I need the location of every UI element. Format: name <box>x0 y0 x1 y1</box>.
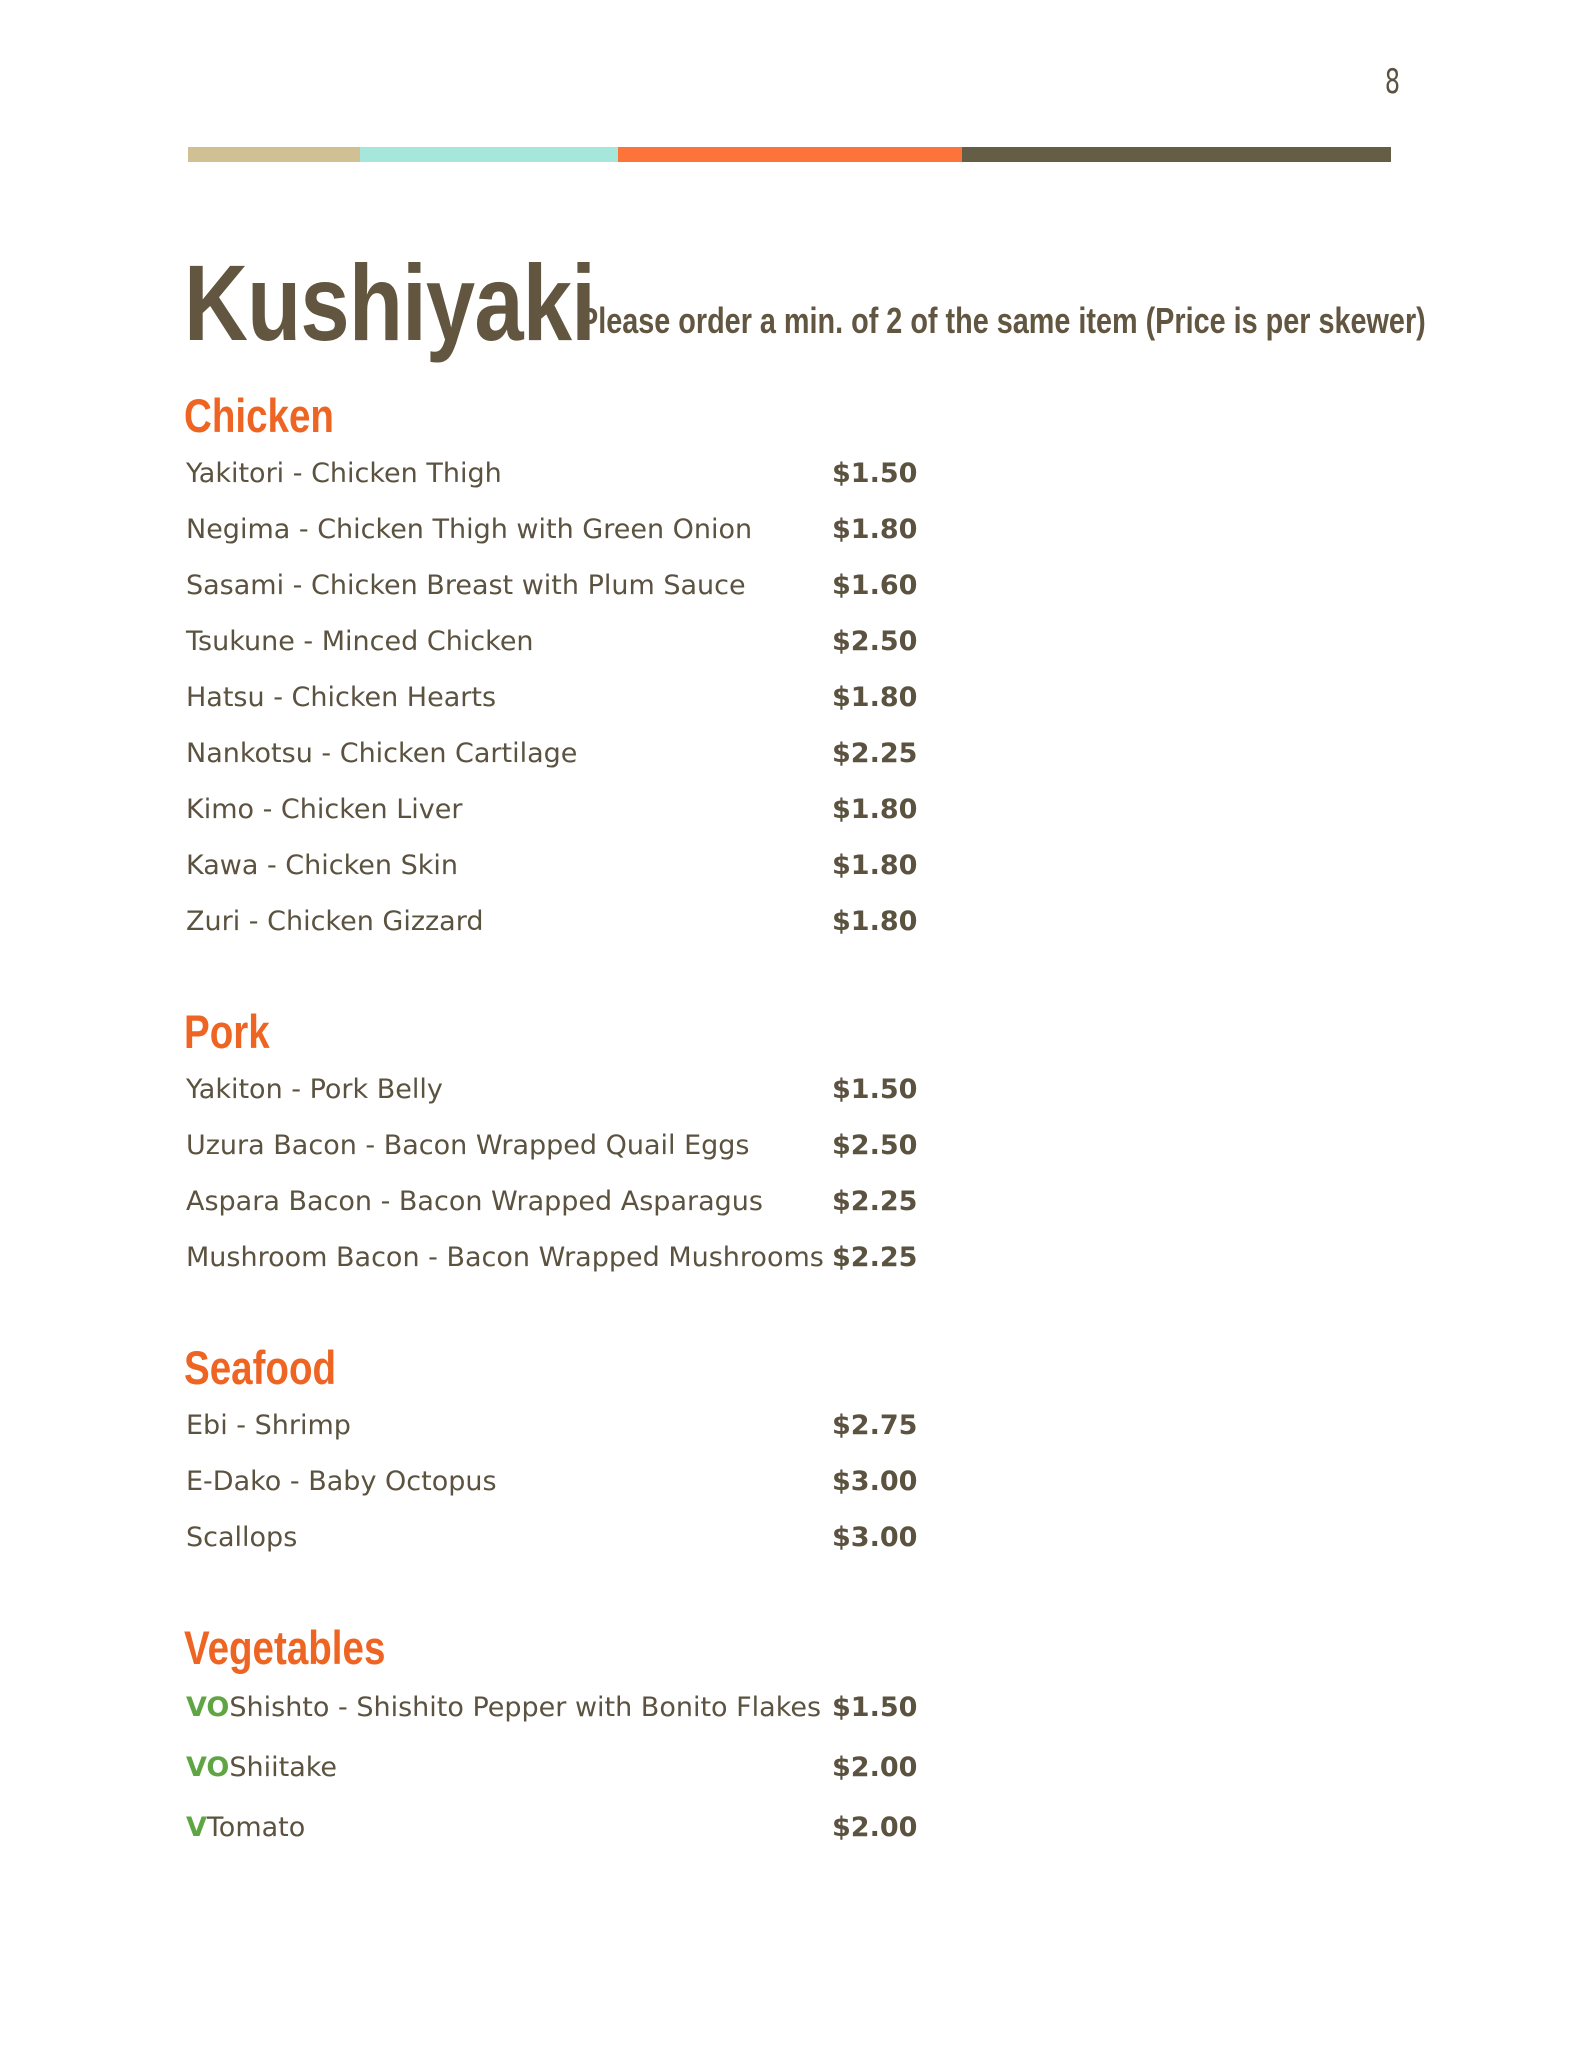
item-price: $1.80 <box>832 794 918 825</box>
menu-item <box>186 738 918 778</box>
menu-item <box>186 1692 918 1732</box>
menu-item <box>186 850 918 890</box>
color-bar-segment-orange <box>618 147 962 162</box>
item-name-with-tag <box>186 1752 337 1783</box>
menu-item <box>186 682 918 722</box>
item-name: Shiitake <box>229 1752 338 1783</box>
item-price: $1.80 <box>832 682 918 713</box>
item-price: $3.00 <box>832 1466 918 1497</box>
item-name: Negima - Chicken Thigh with Green Onion <box>186 514 753 545</box>
menu-item <box>186 1522 918 1562</box>
item-name: Sasami - Chicken Breast with Plum Sauce <box>186 570 746 601</box>
item-name: Mushroom Bacon - Bacon Wrapped Mushrooms <box>186 1242 824 1273</box>
item-price: $2.50 <box>832 626 918 657</box>
menu-item <box>186 1752 918 1792</box>
item-name: Shishto - Shishito Pepper with Bonito Flakes <box>229 1692 822 1723</box>
item-price: $2.00 <box>832 1752 918 1783</box>
item-price: $2.00 <box>832 1812 918 1843</box>
item-name-with-tag <box>186 1812 305 1843</box>
menu-item <box>186 1074 918 1114</box>
section-heading-chicken: Chicken <box>184 389 334 442</box>
page-number: 8 <box>1384 62 1400 102</box>
menu-item <box>186 1130 918 1170</box>
menu-item <box>186 794 918 834</box>
item-name: Kimo - Chicken Liver <box>186 794 463 825</box>
item-price: $1.50 <box>832 458 918 489</box>
item-name: Tomato <box>206 1812 306 1843</box>
item-name: E-Dako - Baby Octopus <box>186 1466 497 1497</box>
page-title: Kushiyaki <box>184 242 595 363</box>
menu-item <box>186 1410 918 1450</box>
menu-item <box>186 458 918 498</box>
menu-item <box>186 570 918 610</box>
section-heading-seafood: Seafood <box>184 1341 337 1394</box>
item-name: Tsukune - Minced Chicken <box>186 626 534 657</box>
section-heading-pork: Pork <box>184 1005 270 1058</box>
item-name: Uzura Bacon - Bacon Wrapped Quail Eggs <box>186 1130 750 1161</box>
item-price: $1.50 <box>832 1074 918 1105</box>
item-price: $2.50 <box>832 1130 918 1161</box>
item-price: $1.80 <box>832 850 918 881</box>
section-heading-vegetables: Vegetables <box>184 1621 386 1674</box>
item-price: $2.25 <box>832 1186 918 1217</box>
vegetarian-tag: VO <box>186 1692 230 1723</box>
decorative-color-bar <box>188 147 1391 162</box>
item-name: Hatsu - Chicken Hearts <box>186 682 497 713</box>
color-bar-segment-mint <box>360 147 618 162</box>
menu-item <box>186 626 918 666</box>
menu-item <box>186 1466 918 1506</box>
item-price: $2.75 <box>832 1410 918 1441</box>
menu-item <box>186 1242 918 1282</box>
page-subtitle: Please order a min. of 2 of the same item (Price is per skewer) <box>579 300 1426 341</box>
vegetarian-tag: V <box>186 1812 207 1843</box>
color-bar-segment-tan <box>188 147 360 162</box>
vegetarian-tag: VO <box>186 1752 230 1783</box>
item-name: Yakitori - Chicken Thigh <box>186 458 502 489</box>
item-name: Ebi - Shrimp <box>186 1410 351 1441</box>
item-name: Scallops <box>186 1522 298 1553</box>
item-price: $2.25 <box>832 738 918 769</box>
item-price: $1.50 <box>832 1692 918 1723</box>
item-price: $1.80 <box>832 514 918 545</box>
item-price: $2.25 <box>832 1242 918 1273</box>
item-price: $1.80 <box>832 906 918 937</box>
item-name: Aspara Bacon - Bacon Wrapped Asparagus <box>186 1186 763 1217</box>
item-name: Nankotsu - Chicken Cartilage <box>186 738 578 769</box>
menu-item <box>186 906 918 946</box>
menu-item <box>186 514 918 554</box>
item-name: Zuri - Chicken Gizzard <box>186 906 484 937</box>
item-name: Yakiton - Pork Belly <box>186 1074 443 1105</box>
item-name-with-tag <box>186 1692 821 1723</box>
item-price: $3.00 <box>832 1522 918 1553</box>
color-bar-segment-brown <box>962 147 1391 162</box>
title-row <box>184 240 1426 365</box>
menu-item <box>186 1186 918 1226</box>
item-price: $1.60 <box>832 570 918 601</box>
item-name: Kawa - Chicken Skin <box>186 850 458 881</box>
menu-item <box>186 1812 918 1852</box>
